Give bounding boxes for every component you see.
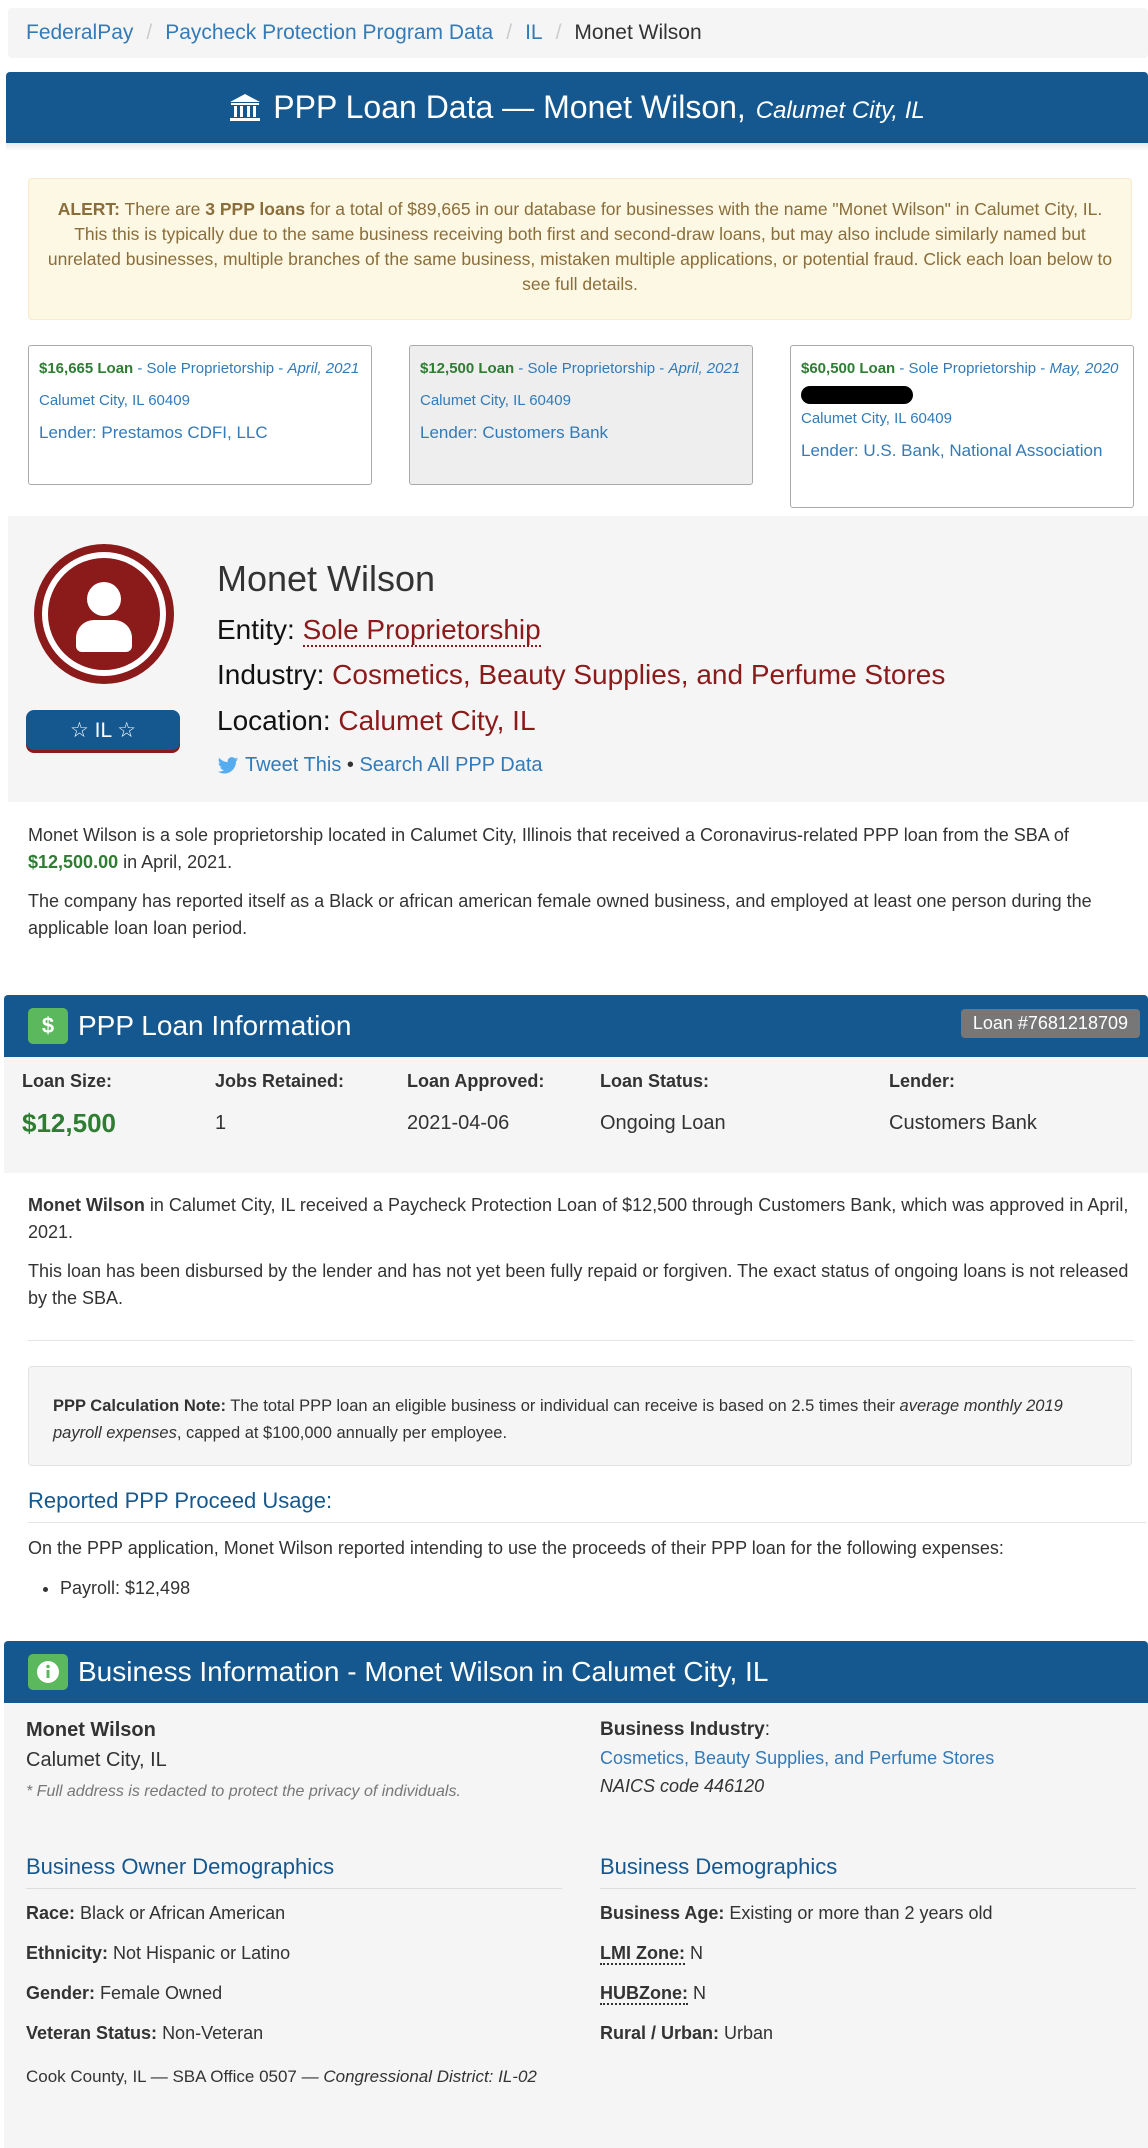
page-header <box>6 72 1148 143</box>
usage-title: Reported PPP Proceed Usage: <box>28 1488 333 1513</box>
loan-city: Calumet City, IL 60409 <box>420 392 571 409</box>
demo-business-age <box>600 1903 993 1924</box>
district-text: Cook County, IL — SBA Office 0507 — <box>26 2067 324 2086</box>
profile-panel <box>8 516 1148 802</box>
demo-label: Gender: <box>26 1983 96 2003</box>
dollar-icon: $ <box>28 1008 68 1044</box>
demo-label[interactable]: HUBZone: <box>600 1983 688 2003</box>
demo-label: Veteran Status: <box>26 2023 158 2043</box>
state-badge[interactable]: ☆ IL ☆ <box>26 710 180 750</box>
stat-value: Ongoing Loan <box>600 1112 726 1134</box>
stat-label: Loan Status: <box>600 1071 710 1091</box>
industry-value[interactable]: Cosmetics, Beauty Supplies, and Perfume Stores <box>332 659 946 690</box>
entity-label: Entity: <box>217 614 295 645</box>
loan-lender: Lender: U.S. Bank, National Association <box>801 441 1103 460</box>
industry-label: Industry: <box>217 659 325 690</box>
demo-value: N <box>690 1943 703 1963</box>
share-row <box>217 754 543 777</box>
page-subtitle: Calumet City, IL <box>755 96 925 124</box>
demo-race <box>26 1903 285 1924</box>
summary-text <box>28 822 1138 954</box>
stat-label: Loan Size: <box>22 1071 113 1091</box>
loan-type: - Sole Proprietorship - <box>514 360 669 377</box>
demo-veteran <box>26 2023 263 2044</box>
calc-note-text-a: The total PPP loan an eligible business or individual can receive is based on 2.5 times their <box>230 1397 895 1415</box>
privacy-note: * Full address is redacted to protect the privacy of individuals. <box>26 1783 461 1800</box>
loan-city: Calumet City, IL 60409 <box>39 392 190 409</box>
redacted-address <box>801 380 1123 408</box>
alert-text-1: There are <box>124 199 201 219</box>
loan-amount: $12,500 Loan <box>420 360 515 377</box>
summary-amount: $12,500.00 <box>28 852 119 872</box>
tweet-link[interactable]: Tweet This <box>245 754 342 776</box>
location-label: Location: <box>217 705 331 736</box>
demo-label: Rural / Urban: <box>600 2023 720 2043</box>
calc-note-label: PPP Calculation Note: <box>53 1397 226 1415</box>
loan-status-paragraph: This loan has been disbursed by the lender and has not yet been fully repaid or forgiven. The exact status of ongoing loans is not released by the SBA. <box>28 1261 1129 1308</box>
breadcrumb-separator: / <box>506 21 513 44</box>
demo-label: Business Age: <box>600 1903 725 1923</box>
loan-info-title: PPP Loan Information <box>78 1010 352 1041</box>
demo-value: Existing or more than 2 years old <box>729 1903 993 1923</box>
loan-lender: Lender: Customers Bank <box>420 423 609 442</box>
loan-lender: Lender: Prestamos CDFI, LLC <box>39 423 268 442</box>
profile-name: Monet Wilson <box>217 558 436 599</box>
loan-city: Calumet City, IL 60409 <box>801 410 952 427</box>
demo-label: Race: <box>26 1903 76 1923</box>
business-name: Monet Wilson <box>26 1719 156 1741</box>
business-industry-label: Business Industry: <box>600 1719 770 1740</box>
breadcrumb-ppp-data[interactable]: Paycheck Protection Program Data <box>165 21 494 44</box>
loan-card[interactable] <box>28 345 372 485</box>
avatar-icon <box>34 544 174 684</box>
business-info-header <box>4 1641 1148 1703</box>
profile-location-row <box>217 705 536 737</box>
loan-description <box>28 1192 1138 1324</box>
demo-hubzone <box>600 1983 706 2004</box>
profile-entity-row <box>217 614 541 646</box>
summary-paragraph-2: The company has reported itself as a Black or african american female owned business, and employed at least one person during the applicable loan loan period. <box>28 891 1092 938</box>
summary-paragraph <box>28 822 1138 876</box>
header-shadow <box>6 143 1148 151</box>
alert-count: 3 PPP loans <box>205 199 306 219</box>
stat-label: Jobs Retained: <box>215 1071 345 1091</box>
divider <box>28 1522 1146 1523</box>
alert-box <box>28 178 1132 320</box>
info-icon <box>28 1654 68 1690</box>
search-all-link[interactable]: Search All PPP Data <box>359 754 543 776</box>
business-info-title: Business Information - Monet Wilson in Calumet City, IL <box>78 1656 769 1687</box>
page-title: PPP Loan Data — Monet Wilson, <box>273 89 746 125</box>
stat-lender <box>889 1071 1037 1135</box>
stat-value: 2021-04-06 <box>407 1112 510 1134</box>
demo-value: Non-Veteran <box>162 2023 264 2043</box>
divider <box>28 1340 1134 1341</box>
bank-icon <box>229 93 261 123</box>
loan-card-selected[interactable] <box>409 345 753 485</box>
usage-list <box>60 1578 190 1599</box>
twitter-icon <box>217 756 239 776</box>
business-demographics-title: Business Demographics <box>600 1854 838 1879</box>
business-industry-link[interactable]: Cosmetics, Beauty Supplies, and Perfume Stores <box>600 1748 995 1768</box>
summary-text-b: in April, 2021. <box>123 852 233 872</box>
owner-demographics-title: Business Owner Demographics <box>26 1854 335 1879</box>
loan-amount: $60,500 Loan <box>801 360 896 377</box>
entity-value[interactable]: Sole Proprietorship <box>302 614 541 645</box>
naics-code: NAICS code 446120 <box>600 1776 765 1796</box>
stat-loan-approved <box>407 1071 544 1135</box>
list-item: • Payroll: $12,498 <box>60 1578 190 1599</box>
profile-industry-row <box>217 659 945 691</box>
breadcrumb-current: Monet Wilson <box>574 21 702 44</box>
loan-type: - Sole Proprietorship - <box>133 360 288 377</box>
loan-amount: $16,665 Loan <box>39 360 134 377</box>
summary-text-a: Monet Wilson is a sole proprietorship located in Calumet City, Illinois that received a Coronavirus-related PPP loan from the SBA of <box>28 825 1069 845</box>
congressional-district: Congressional District: IL-02 <box>323 2067 537 2086</box>
stat-value: 1 <box>215 1112 227 1134</box>
loan-date: April, 2021 <box>668 360 741 377</box>
loan-card[interactable] <box>790 345 1134 508</box>
district-info <box>26 2067 537 2087</box>
alert-label: ALERT: <box>57 199 120 219</box>
loan-stats <box>4 1057 1148 1173</box>
breadcrumb <box>8 8 1148 58</box>
loan-card-heading <box>420 358 742 380</box>
calc-note-emphasis: average monthly 2019 payroll expenses <box>53 1397 1063 1442</box>
breadcrumb-state[interactable]: IL <box>525 21 543 44</box>
stat-label: Lender: <box>889 1071 956 1091</box>
stat-jobs-retained <box>215 1071 344 1135</box>
usage-text: On the PPP application, Monet Wilson reported intending to use the proceeds of their PPP loan for the following expenses: <box>28 1538 1004 1558</box>
loan-card-heading <box>39 358 361 380</box>
loan-type: - Sole Proprietorship - <box>895 360 1050 377</box>
breadcrumb-federalpay[interactable]: FederalPay <box>26 21 134 44</box>
stat-value: $12,500 <box>22 1108 116 1138</box>
loan-paragraph <box>28 1192 1138 1246</box>
demo-ethnicity <box>26 1943 290 1964</box>
loan-paragraph-text: in Calumet City, IL received a Paycheck Protection Loan of $12,500 through Customers Bank, which was approved in April, 2021. <box>28 1195 1129 1242</box>
demo-value: Urban <box>724 2023 774 2043</box>
loan-date: April, 2021 <box>287 360 360 377</box>
demo-rural-urban <box>600 2023 773 2044</box>
demo-label[interactable]: LMI Zone: <box>600 1943 685 1963</box>
demo-gender <box>26 1983 222 2004</box>
industry-label-text: Business Industry <box>600 1719 765 1740</box>
business-name-bold: Monet Wilson <box>28 1195 145 1215</box>
stat-label: Loan Approved: <box>407 1071 545 1091</box>
calc-note-text-b: , capped at $100,000 annually per employee. <box>176 1424 508 1442</box>
loan-date: May, 2020 <box>1049 360 1119 377</box>
stat-loan-size <box>22 1071 116 1139</box>
demo-label: Ethnicity: <box>26 1943 109 1963</box>
location-value[interactable]: Calumet City, IL <box>338 705 536 736</box>
loan-info-header <box>4 995 1148 1057</box>
demo-lmi-zone <box>600 1943 703 1964</box>
loan-card-heading <box>801 358 1123 380</box>
stat-value: Customers Bank <box>889 1112 1037 1134</box>
demo-value: N <box>693 1983 707 2003</box>
share-separator: • <box>341 754 360 776</box>
breadcrumb-separator: / <box>555 21 562 44</box>
breadcrumb-separator: / <box>146 21 153 44</box>
demo-value: Not Hispanic or Latino <box>113 1943 291 1963</box>
demo-value: Female Owned <box>100 1983 223 2003</box>
divider <box>26 1888 562 1889</box>
alert-text-2: for a total of $89,665 in our database for businesses with the name "Monet Wilson" in Calumet City, IL. This this is typically due to the same business receiving both first and second-draw loans, but may also include similarly named but unrelated businesses, multiple branches of the same business, mistaken multiple applications, or potential fraud. Click each loan below to see full details. <box>47 199 1113 294</box>
calc-note <box>28 1366 1132 1466</box>
stat-loan-status <box>600 1071 726 1135</box>
business-city: Calumet City, IL <box>26 1749 167 1771</box>
loan-number-badge: Loan #7681218709 <box>961 1009 1140 1038</box>
divider <box>600 1888 1136 1889</box>
demo-value: Black or African American <box>80 1903 286 1923</box>
